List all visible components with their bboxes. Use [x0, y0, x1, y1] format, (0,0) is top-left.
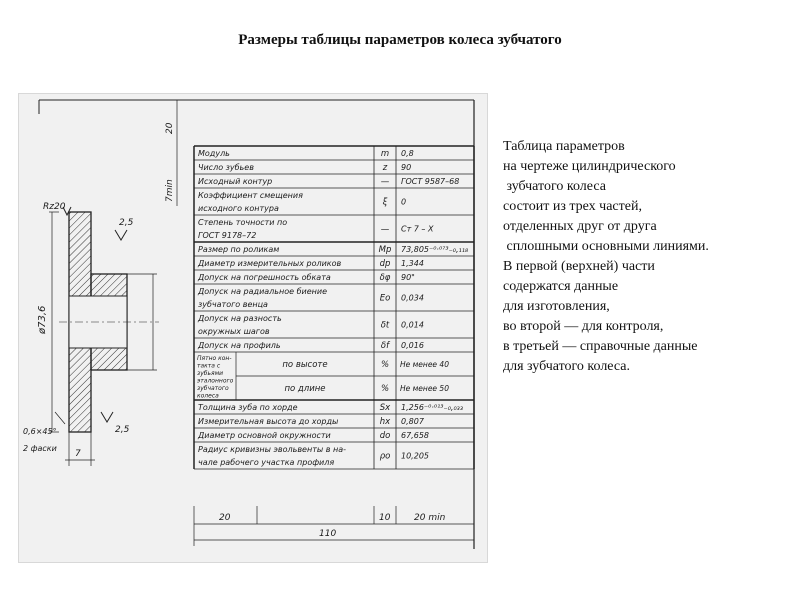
param-name: исходного контура	[198, 204, 279, 213]
param-name: Степень точности по	[198, 218, 288, 227]
param-name: зубчатого венца	[198, 300, 268, 309]
dim-10-bottom: 10	[379, 513, 391, 523]
diameter-label: ø73,6	[37, 305, 48, 334]
description-line: для изготовления,	[503, 299, 610, 314]
contact-label: Пятно кон-	[197, 355, 232, 362]
param-name: Исходный контур	[198, 177, 273, 186]
description-text	[503, 137, 793, 377]
description-line: во второй — для контроля,	[503, 319, 664, 334]
param-name: Диаметр основной окружности	[198, 431, 331, 440]
param-symbol: —	[380, 177, 390, 187]
chamfer-label: 0,6×45°	[23, 427, 57, 436]
param-name: чале рабочего участка профиля	[198, 458, 335, 467]
contact-value: Не менее 40	[400, 360, 449, 369]
bottom-dimensions	[194, 506, 474, 546]
param-symbol: do	[379, 431, 391, 441]
param-name: Коэффициент смещения	[198, 191, 303, 200]
param-name: ГОСТ 9178–72	[198, 231, 257, 240]
contact-label: эталонного	[197, 377, 234, 385]
param-symbol: z	[382, 163, 388, 173]
param-symbol: m	[380, 149, 390, 159]
dim-20-top: 20	[165, 122, 175, 134]
description-line: в третьей — справочные данные	[503, 339, 698, 354]
contact-label: зубчатого	[197, 385, 229, 392]
param-name: окружных шагов	[198, 327, 270, 336]
param-value: 1,344	[401, 259, 424, 268]
param-symbol: δt	[380, 320, 390, 331]
width-dim-label: 7	[75, 449, 81, 459]
param-symbol: ρo	[379, 451, 391, 462]
description-line: на чертеже цилиндрического	[503, 159, 676, 174]
description-line: сплошными основными линиями.	[503, 239, 709, 254]
param-name: Число зубьев	[198, 163, 254, 172]
param-symbol: Sx	[379, 403, 391, 413]
param-value: 73,805⁻⁰·⁰⁷³₋₀,₁₁₈	[401, 245, 469, 254]
param-value: 0	[401, 197, 407, 207]
description-line: зубчатого колеса	[503, 179, 606, 194]
param-symbol: ξ	[382, 197, 388, 208]
param-value: 67,658	[401, 431, 429, 440]
param-value: 0,807	[401, 417, 424, 426]
param-value: 0,034	[401, 293, 424, 303]
parameter-table-text	[197, 149, 469, 467]
dim-7min-left: 7min	[165, 179, 175, 202]
drawing-svg	[19, 94, 487, 562]
param-name: Измерительная высота до хорды	[198, 417, 339, 426]
description-line: содержатся данные	[503, 279, 619, 294]
param-name: Размер по роликам	[198, 245, 280, 254]
param-symbol: hx	[379, 417, 391, 427]
technical-drawing	[18, 93, 488, 563]
param-name: Допуск на погрешность обката	[198, 273, 331, 282]
roughness-rz-label: Rz20	[43, 202, 66, 212]
param-symbol: δφ	[379, 273, 391, 283]
dim-20-bottom: 20	[219, 513, 231, 523]
param-name: Радиус кривизны эвольвенты в на-	[198, 445, 346, 454]
param-value: ГОСТ 9587–68	[401, 177, 460, 186]
roughness-right-label: 2,5	[119, 218, 134, 228]
param-value: 0,016	[401, 341, 424, 350]
chamfer-count-label: 2 фаски	[23, 444, 57, 453]
param-symbol: dp	[379, 259, 391, 269]
param-value: 90"	[401, 273, 415, 282]
param-name: Модуль	[198, 149, 230, 158]
param-value: 10,205	[401, 451, 429, 461]
param-value: 90	[401, 163, 412, 172]
contact-label: зубьями	[197, 370, 224, 377]
param-name: Допуск на радиальное биение	[198, 287, 327, 296]
contact-label: такта с	[197, 362, 221, 370]
gear-section	[49, 207, 159, 466]
param-name: Допуск на разность	[198, 314, 282, 323]
contact-symbol: %	[380, 384, 390, 394]
roughness-bottom-label: 2,5	[115, 425, 130, 435]
param-value: Ст 7 – X	[401, 224, 434, 234]
param-symbol: δf	[380, 341, 390, 351]
param-value: 0,014	[401, 320, 424, 330]
description-line: отделенных друг от друга	[503, 219, 657, 234]
contact-label: колеса	[197, 392, 219, 400]
param-symbol: Eo	[379, 293, 391, 304]
description-line: состоит из трех частей,	[503, 199, 642, 214]
contact-value: Не менее 50	[400, 384, 449, 393]
description-line: В первой (верхней) части	[503, 259, 655, 274]
dim-110-bottom: 110	[319, 529, 337, 539]
contact-direction: по высоте	[282, 360, 328, 370]
slide-title: Размеры таблицы параметров колеса зубчатого	[238, 32, 562, 48]
param-name: Толщина зуба по хорде	[198, 403, 298, 412]
dim-20min-bottom: 20 min	[414, 513, 446, 523]
param-symbol: —	[380, 224, 390, 235]
param-value: 1,256⁻⁰·⁰¹³₋₀,₀₃₃	[401, 403, 464, 412]
param-symbol: Mp	[378, 245, 392, 255]
contact-direction: по длине	[284, 384, 326, 394]
param-name: Диаметр измерительных роликов	[198, 259, 342, 268]
description-line: Таблица параметров	[503, 139, 625, 154]
description-line: для зубчатого колеса.	[503, 359, 630, 374]
param-value: 0,8	[401, 149, 414, 158]
param-name: Допуск на профиль	[198, 341, 281, 350]
contact-symbol: %	[380, 360, 390, 370]
